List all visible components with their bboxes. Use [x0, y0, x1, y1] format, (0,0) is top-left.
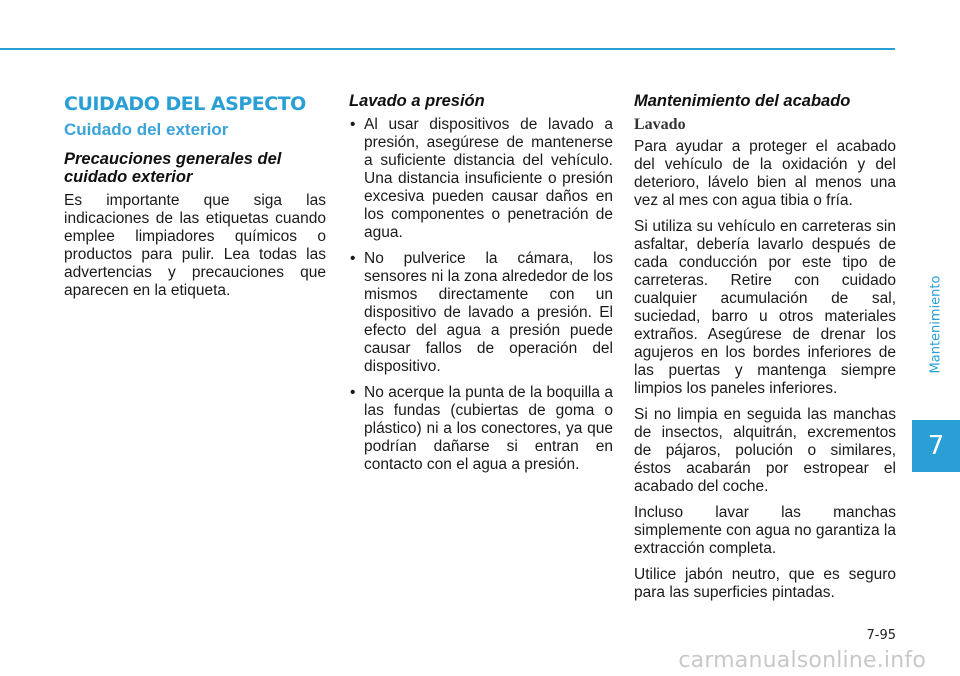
header-rule — [0, 48, 895, 50]
section-heading-exterior: Cuidado del exterior — [64, 120, 229, 139]
list-item-text: No acerque la punta de la boquilla a las fundas (cubiertas de goma o plástico) ni a los conectores, ya que podrían dañarse si entran en contacto con el agua a presión. — [364, 384, 613, 473]
list-item — [349, 250, 613, 376]
pressure-wash-list — [349, 116, 613, 474]
bullet-icon: • — [350, 250, 356, 267]
chapter-side-tab — [912, 232, 960, 472]
bullet-icon: • — [350, 384, 356, 401]
chapter-label-text: Mantenimiento — [928, 275, 944, 374]
subsection-heading-finish-maintenance: Mantenimiento del acabado — [634, 92, 851, 110]
chapter-label — [912, 232, 960, 417]
subsection-heading-washing: Lavado — [634, 116, 686, 133]
washing-paragraph: Utilice jabón neutro, que es seguro para las superficies pintadas. — [634, 566, 896, 601]
precautions-paragraph: Es importante que siga las indicaciones de las etiquetas cuando emplee limpiadores químicos o productos para pulir. Lea todas las advertencias y precauciones que aparecen en la etiqueta. — [64, 192, 326, 299]
subsection-heading-pressure-wash: Lavado a presión — [349, 92, 485, 110]
column-2 — [349, 92, 613, 482]
column-3 — [634, 92, 896, 610]
column-1 — [64, 92, 326, 308]
list-item-text: Al usar dispositivos de lavado a presión, asegúrese de mantenerse a suficiente distancia del vehículo. Una distancia insuficiente o presión excesiva pueden causar daños en los componentes o penetración de agua. — [364, 116, 613, 241]
list-item-text: No pulverice la cámara, los sensores ni la zona alrededor de los mismos directamente con un dispositivo de lavado a presión. El efecto del agua a presión puede causar fallos de operación del dispositivo. — [364, 250, 614, 375]
page-number: 7-95 — [866, 628, 896, 643]
washing-paragraph: Incluso lavar las manchas simplemente con agua no garantiza la extracción completa. — [634, 504, 896, 557]
subsection-heading-precautions: Precauciones generales del cuidado exterior — [64, 150, 282, 186]
washing-paragraph: Para ayudar a proteger el acabado del vehículo de la oxidación y del deterioro, lávelo bien al menos una vez al mes con agua tibia o fría. — [634, 138, 896, 209]
chapter-number-badge: 7 — [912, 420, 960, 472]
bullet-icon: • — [350, 116, 356, 133]
list-item — [349, 384, 613, 474]
washing-paragraph: Si no limpia en seguida las manchas de insectos, alquitrán, excrementos de pájaros, polución o similares, éstos acabarán por estropear el acabado del coche. — [634, 406, 896, 495]
watermark: carmanualsonline.info — [678, 648, 926, 673]
list-item — [349, 116, 613, 242]
page-title: CUIDADO DEL ASPECTO — [64, 93, 306, 115]
washing-paragraph: Si utiliza su vehículo en carreteras sin asfaltar, debería lavarlo después de cada conducción por este tipo de carreteras. Retire con cuidado cualquier acumulación de sal, suciedad, barro u otros materiales extraños. Asegúrese de drenar los agujeros en los bordes inferiores de las puertas y mantenga siempre limpios los paneles inferiores. — [634, 218, 896, 397]
